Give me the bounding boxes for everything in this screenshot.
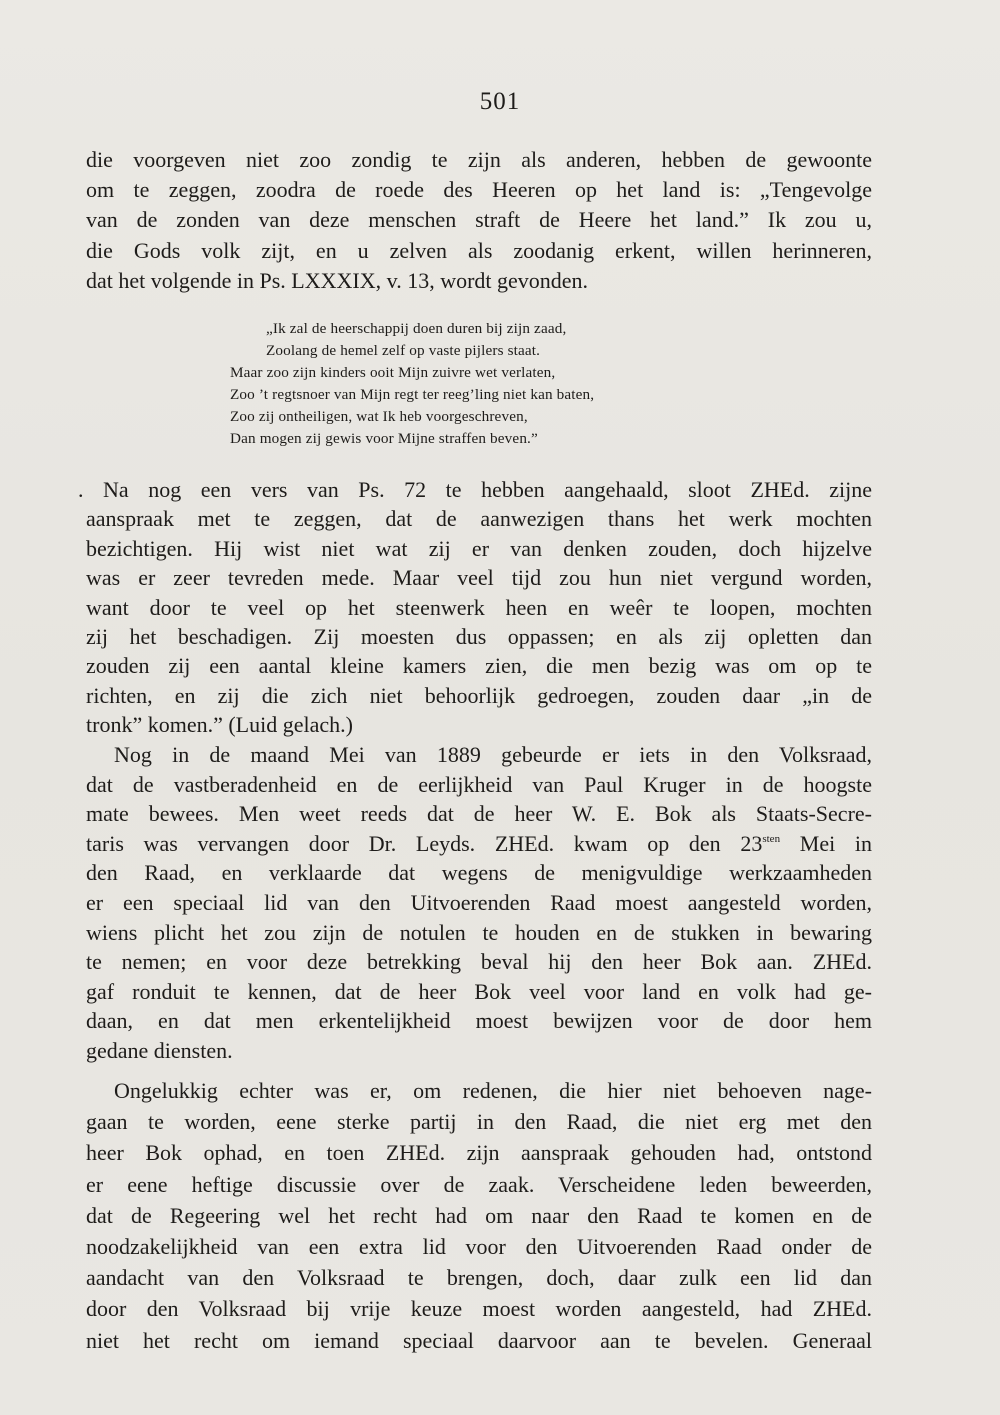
text-line: den Raad, en verklaarde dat wegens de menigvuldige werkzaamheden	[86, 860, 872, 886]
text-line: er eene heftige discussie over de zaak. Verscheidene leden beweerden,	[86, 1171, 872, 1197]
text-line: want door te veel op het steenwerk heen en weêr te loopen, mochten	[86, 594, 872, 620]
poem-line: Zoo ’t regtsnoer van Mijn regt ter reeg’ling niet kan baten,	[230, 386, 595, 403]
text-segment: taris was vervangen door Dr. Leyds. ZHEd. kwam op den 23	[86, 830, 763, 856]
text-line: te nemen; en voor deze betrekking beval hij den heer Bok aan. ZHEd.	[86, 949, 872, 975]
page-number: 501	[479, 88, 521, 115]
text-line: zouden zij een aantal kleine kamers zien, die men bezig was om op te	[86, 653, 872, 679]
text-segment: Mei in	[780, 830, 872, 856]
text-line: wiens plicht het zou zijn de notulen te houden en de stukken in bewaring	[86, 919, 872, 945]
text-line: gaan te worden, eene sterke partij in den Raad, die niet erg met den	[86, 1109, 872, 1135]
text-line: bezichtigen. Hij wist niet wat zij er van denken zouden, doch hijzelve	[86, 535, 872, 561]
text-line: er een speciaal lid van den Uitvoerenden Raad moest aangesteld worden,	[86, 889, 872, 915]
paragraph-4	[86, 1075, 872, 1356]
paragraph-1	[86, 145, 872, 296]
poem-line: Zoo zij ontheiligen, wat Ik heb voorgeschreven,	[230, 408, 528, 425]
text-line: richten, en zij die zich niet behoorlijk gedroegen, zouden daar „in de	[86, 682, 872, 708]
poem-line: Zoolang de hemel zelf op vaste pijlers staat.	[266, 342, 541, 359]
text-line-with-superscript	[86, 829, 872, 859]
text-line: om te zeggen, zoodra de roede des Heeren op het land is: „Tengevolge	[86, 177, 872, 203]
text-line: gaf ronduit te kennen, dat de heer Bok veel voor land en volk had ge-	[86, 978, 872, 1004]
text-line: mate bewees. Men weet reeds dat de heer W. E. Bok als Staats-Secre-	[86, 801, 872, 827]
text-line: Nog in de maand Mei van 1889 gebeurde er iets in den Volksraad,	[114, 742, 872, 767]
psalm-quotation	[230, 318, 594, 450]
poem-line: Dan mogen zij gewis voor Mijne straffen beven.”	[230, 430, 538, 447]
poem-line: „Ik zal de heerschappij doen duren bij zijn zaad,	[266, 320, 567, 337]
text-line: door den Volksraad bij vrije keuze moest worden aangesteld, had ZHEd.	[86, 1296, 872, 1322]
text-line: heer Bok ophad, en toen ZHEd. zijn aanspraak gehouden had, ontstond	[86, 1140, 872, 1166]
text-line: dat het volgende in Ps. LXXXIX, v. 13, wordt gevonden.	[86, 267, 589, 293]
text-line: noodzakelijkheid van een extra lid voor den Uitvoerenden Raad onder de	[86, 1233, 872, 1259]
text-line: aandacht van den Volksraad te brengen, doch, daar zulk een lid dan	[86, 1265, 872, 1291]
text-line: die Gods volk zijt, en u zelven als zoodanig erkent, willen herinneren,	[86, 237, 872, 263]
paragraph-3	[86, 740, 872, 1066]
text-line: niet het recht om iemand speciaal daarvoor aan te bevelen. Generaal	[86, 1327, 872, 1353]
ordinal-superscript: sten	[762, 832, 781, 845]
text-line: tronk” komen.” (Luid gelach.)	[86, 712, 353, 738]
text-line: gedane diensten.	[86, 1037, 233, 1063]
text-line: Ongelukkig echter was er, om redenen, die hier niet behoeven nage-	[114, 1078, 872, 1103]
text-line: aanspraak met te zeggen, dat de aanwezigen thans het werk mochten	[86, 506, 872, 532]
text-line: daan, en dat men erkentelijkheid moest bewijzen voor de door hem	[86, 1008, 872, 1034]
poem-line: Maar zoo zijn kinders ooit Mijn zuivre wet verlaten,	[230, 364, 556, 381]
text-line: die voorgeven niet zoo zondig te zijn als anderen, hebben de gewoonte	[86, 147, 872, 172]
text-line: zij het beschadigen. Zij moesten dus oppassen; en als zij opletten dan	[86, 623, 872, 649]
text-line: van de zonden van deze menschen straft de Heere het land.” Ik zou u,	[86, 207, 872, 233]
paragraph-2	[78, 475, 872, 740]
text-line: . Na nog een vers van Ps. 72 te hebben aangehaald, sloot ZHEd. zijne	[78, 477, 872, 502]
text-line: was er zeer tevreden mede. Maar veel tijd zou hun niet vergund worden,	[86, 565, 872, 591]
text-line: dat de vastberadenheid en de eerlijkheid van Paul Kruger in de hoogste	[86, 771, 872, 797]
text-line: dat de Regeering wel het recht had om naar den Raad te komen en de	[86, 1202, 872, 1228]
